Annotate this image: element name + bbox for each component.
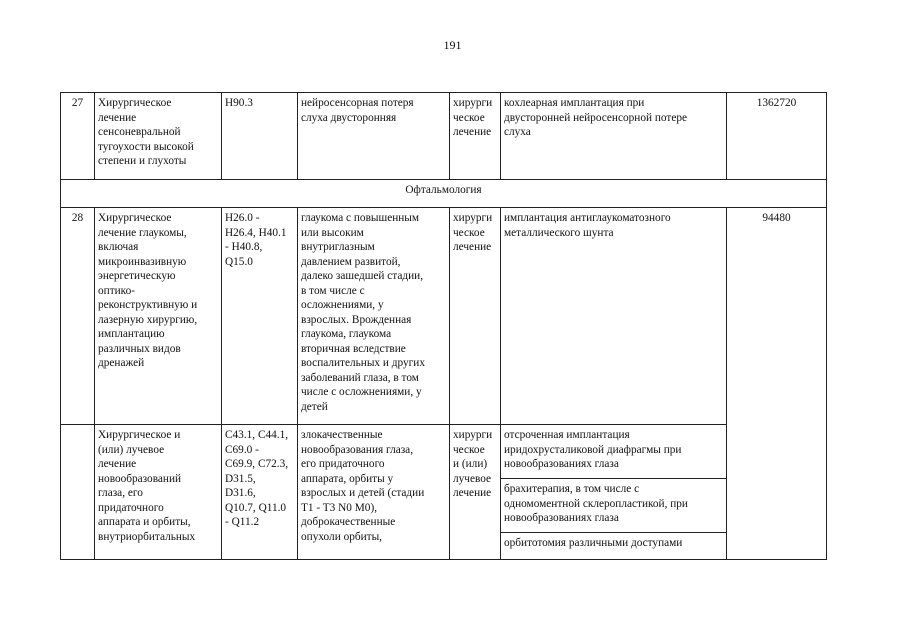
icd-codes: C43.1, C44.1, C69.0 - C69.9, C72.3, D31.5, D31.6, Q10.7, Q11.0 - Q11.2 <box>222 425 298 560</box>
section-title: Офтальмология <box>61 180 827 208</box>
cost-value: 1362720 <box>727 93 827 180</box>
treatment-type: хирурги ческое лечение <box>450 208 501 425</box>
care-name: Хирургическое и (или) лучевое лечение новообразований глаза, его придаточного аппарата и орбиты, внутриорбитальных <box>95 425 222 560</box>
table-row <box>61 208 827 425</box>
treatment-type: хирурги ческое лечение <box>450 93 501 180</box>
cost-value: 94480 <box>727 208 827 560</box>
treatment-method: имплантация антиглаукоматозного металлического шунта <box>501 208 727 425</box>
medical-care-table <box>60 92 827 560</box>
table-row <box>61 93 827 180</box>
care-name: Хирургическое лечение сенсоневральной тугоухости высокой степени и глухоты <box>95 93 222 180</box>
treatment-method: брахитерапия, в том числе с одномоментной склеропластикой, при новообразованиях глаза <box>501 479 727 533</box>
treatment-method: кохлеарная имплантация при двусторонней нейросенсорной потере слуха <box>501 93 727 180</box>
treatment-method: орбитотомия различными доступами <box>501 533 727 560</box>
row-number-empty <box>61 425 95 560</box>
treatment-method: отсроченная имплантация иридохрусталиковой диафрагмы при новообразованиях глаза <box>501 425 727 479</box>
treatment-type: хирурги ческое и (или) лучевое лечение <box>450 425 501 560</box>
table-row <box>61 425 827 479</box>
patient-model: нейросенсорная потеря слуха двусторонняя <box>298 93 450 180</box>
patient-model: глаукома с повышенным или высоким внутриглазным давлением развитой, далеко зашедшей стадии, в том числе с осложнениями, у взрослых. Врожденная глаукома, глаукома вторичная вследствие воспалительных и других заболеваний глаза, в том числе с осложнениями, у детей <box>298 208 450 425</box>
care-name: Хирургическое лечение глаукомы, включая микроинвазивную энергетическую оптико- реконструктивную и лазерную хирургию, имплантацию различных видов дренажей <box>95 208 222 425</box>
icd-codes: H26.0 - H26.4, H40.1 - H40.8, Q15.0 <box>222 208 298 425</box>
patient-model: злокачественные новообразования глаза, его придаточного аппарата, орбиты у взрослых и детей (стадии T1 - T3 N0 M0), доброкачественные опухоли орбиты, <box>298 425 450 560</box>
row-number: 28 <box>61 208 95 425</box>
row-number: 27 <box>61 93 95 180</box>
section-row <box>61 180 827 208</box>
icd-codes: H90.3 <box>222 93 298 180</box>
page-number: 191 <box>443 38 462 52</box>
